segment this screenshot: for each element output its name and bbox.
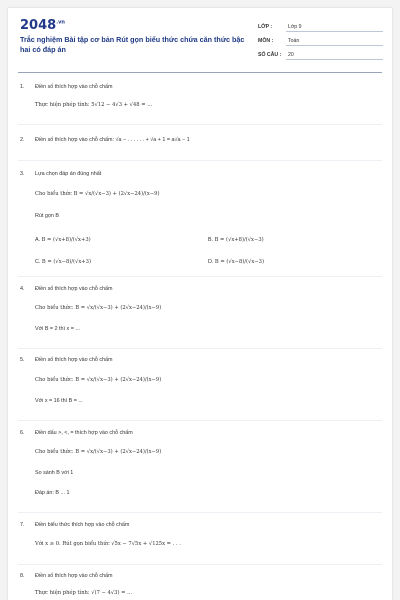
meta-underline	[286, 45, 383, 46]
question-number: 4.	[20, 286, 25, 292]
question-prompt: Điền số thích hợp vào chỗ chấm	[35, 573, 113, 579]
question-line: Rút gọn B	[35, 213, 59, 219]
question-number: 2.	[20, 137, 25, 143]
meta-underline	[286, 59, 383, 60]
option-label: B.	[208, 237, 214, 243]
question-number: 1.	[20, 84, 25, 90]
question-prompt: Điền số thích hợp vào chỗ chấm	[35, 357, 113, 363]
option-text: B = (√x−8)/(√x−3)	[214, 259, 264, 265]
question-line: Với x ≥ 0. Rút gọn biểu thức √5x − 7√5x + √125x = . . .	[35, 541, 181, 547]
option-a[interactable]	[35, 237, 91, 243]
question-line: So sánh B với 1	[35, 470, 74, 476]
question-divider	[18, 348, 382, 349]
question-line: Đáp án: B ... 1	[35, 490, 70, 496]
document-header	[8, 8, 392, 68]
logo-suffix: .vn	[56, 19, 65, 26]
option-text: B = (√x+8)/(√x−3)	[214, 237, 264, 243]
option-label: D.	[208, 259, 214, 265]
question-number: 5.	[20, 357, 25, 363]
question-divider	[18, 420, 382, 421]
option-text: B = (√x+8)/(√x+3)	[41, 237, 91, 243]
question-number: 8.	[20, 573, 25, 579]
option-label: A.	[35, 237, 41, 243]
document-title: Trắc nghiệm Bài tập cơ bản Rút gọn biểu thức chứa căn thức bậc hai có đáp án	[20, 35, 245, 54]
meta-key: MÔN :	[258, 38, 274, 44]
document-page	[8, 8, 392, 600]
question-prompt: Lựa chọn đáp án đúng nhất	[35, 171, 102, 177]
meta-key: SỐ CÂU :	[258, 52, 282, 58]
option-b[interactable]	[208, 237, 264, 243]
meta-value: Toán	[288, 38, 300, 44]
question-number: 7.	[20, 522, 25, 528]
meta-value: Lớp 9	[288, 24, 302, 30]
header-separator	[18, 72, 382, 73]
question-line: Thực hiện phép tính: √(7 − 4√3) = ...	[35, 590, 133, 596]
logo-text: 2048	[20, 18, 57, 33]
question-line: Cho biểu thức: B = √x/(√x−3) + (2√x−24)/(x−9)	[35, 305, 162, 311]
question-line: Cho biểu thức: B = √x/(√x−3) + (2√x−24)/(x−9)	[35, 449, 162, 455]
meta-key: LỚP :	[258, 24, 273, 30]
question-number: 3.	[20, 171, 25, 177]
option-label: C.	[35, 259, 41, 265]
option-c[interactable]	[35, 259, 91, 265]
question-line: Cho biểu thức B = √x/(√x−3) + (2√x−24)/(x−9)	[35, 191, 160, 197]
meta-class	[258, 22, 383, 32]
question-prompt: Điền dấu >, <, = thích hợp vào chỗ chấm	[35, 430, 133, 436]
question-prompt: Điền biểu thức thích hợp vào chỗ chấm	[35, 522, 130, 528]
question-divider	[18, 124, 382, 125]
question-line: Với B = 2 thì x = ...	[35, 326, 80, 332]
option-d[interactable]	[208, 259, 264, 265]
question-prompt: Điền số thích hợp vào chỗ chấm	[35, 286, 113, 292]
question-line: Với x = 16 thì B = ...	[35, 398, 83, 404]
question-line: Thực hiện phép tính: 5√12 − 4√3 + √48 = ...	[35, 102, 153, 108]
option-text: B = (√x−8)/(√x+3)	[41, 259, 91, 265]
question-divider	[18, 564, 382, 565]
question-divider	[18, 160, 382, 161]
question-number: 6.	[20, 430, 25, 436]
question-divider	[18, 512, 382, 513]
meta-value: 20	[288, 52, 294, 58]
site-logo[interactable]	[20, 18, 65, 33]
question-prompt: Điền số thích hợp vào chỗ chấm	[35, 84, 113, 90]
meta-subject	[258, 36, 383, 46]
question-prompt: Điền số thích hợp vào chỗ chấm: √a − . . . . . . + √a + 1 = a√a − 1	[35, 137, 190, 143]
question-line: Cho biểu thức: B = √x/(√x−3) + (2√x−24)/(x−9)	[35, 377, 162, 383]
question-divider	[18, 276, 382, 277]
meta-count	[258, 50, 383, 60]
meta-underline	[286, 31, 383, 32]
